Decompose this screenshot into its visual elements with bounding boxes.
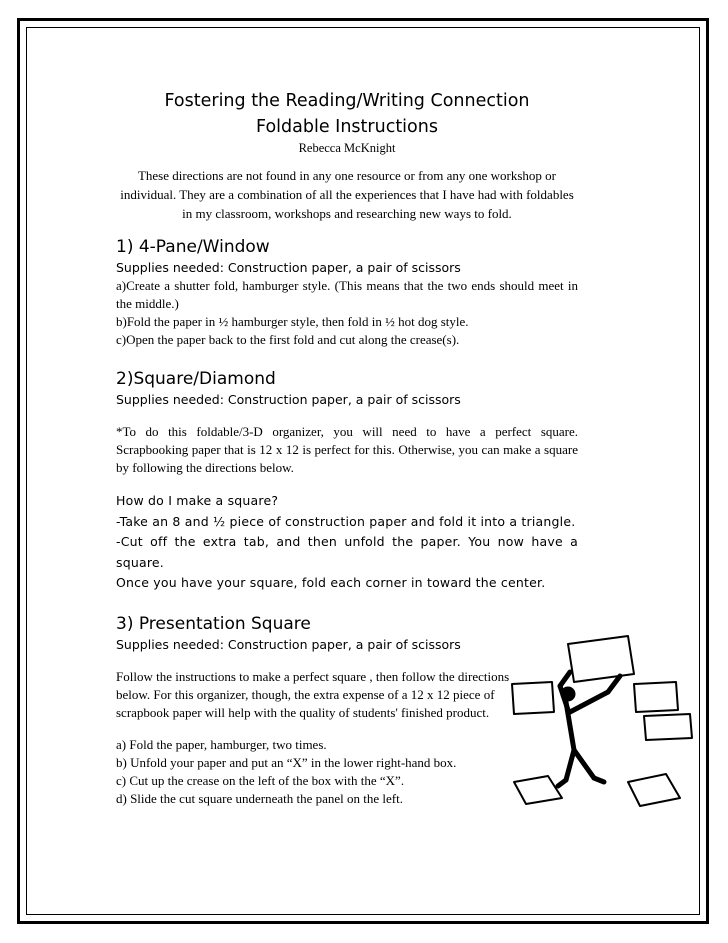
section3-step-d: d) Slide the cut square underneath the panel on the left. (116, 790, 403, 806)
floor-paper-left (514, 776, 562, 804)
floor-paper-right (628, 774, 680, 806)
wall-paper-right-2 (644, 714, 692, 740)
wall-paper-left (512, 682, 554, 714)
section2-question: How do I make a square? (116, 493, 279, 508)
section2-heading: 2)Square/Diamond (116, 369, 276, 389)
section2-step1: -Take an 8 and ½ piece of construction paper and fold it into a triangle. (116, 513, 576, 529)
section3-step-a: a) Fold the paper, hamburger, two times. (116, 736, 327, 752)
title-line2: Foldable Instructions (256, 117, 438, 137)
section2-step2: -Cut off the extra tab, and then unfold the paper. You now have a square. (116, 534, 578, 570)
figure-leg-left (566, 750, 574, 780)
figure-leg-right (574, 750, 594, 778)
section1-step-c: c)Open the paper back to the first fold and cut along the crease(s). (116, 332, 460, 347)
section3-step-c: c) Cut up the crease on the left of the box with the “X”. (116, 772, 405, 788)
author: Rebecca McKnight (298, 141, 396, 155)
wall-paper-right-1 (634, 682, 678, 712)
section2-step3: Once you have your square, fold each corner in toward the center. (116, 575, 546, 590)
section-square-diamond (116, 367, 578, 594)
section1-supplies: Supplies needed: Construction paper, a pair of scissors (116, 260, 461, 275)
section2-note: *To do this foldable/3-D organizer, you will need to have a perfect square. Scrapbooking paper that is 12 x 12 is perfect for this. Otherwise, you can make a square by following the directions below. (116, 424, 578, 475)
section1-step-b: b)Fold the paper in ½ hamburger style, then fold in ½ hot dog style. (116, 314, 469, 329)
section-4-pane-window (116, 235, 578, 349)
section3-supplies: Supplies needed: Construction paper, a pair of scissors (116, 636, 461, 652)
section3-step-b: b) Unfold your paper and put an “X” in the lower right-hand box. (116, 754, 457, 770)
section3-intro: Follow the instructions to make a perfect square , then follow the directions below. For this organizer, though, the extra expense of a 12 x 12 piece of scrapbook paper will help with the quality of students' finished product. (116, 668, 510, 720)
section3-heading: 3) Presentation Square (116, 613, 311, 634)
intro-paragraph: These directions are not found in any one resource or from any one workshop or individual. They are a combination of all the experiences that I have had with foldables in my classroom, workshops and researching new ways to fold. (120, 168, 574, 221)
section1-step-a: a)Create a shutter fold, hamburger style. (This means that the two ends should meet in the middle.) (116, 278, 578, 311)
section1-heading: 1) 4-Pane/Window (116, 237, 270, 257)
stick-figure-holding-papers-icon (508, 632, 698, 812)
held-paper (568, 636, 634, 682)
section2-supplies: Supplies needed: Construction paper, a pair of scissors (116, 392, 461, 407)
title-line1: Fostering the Reading/Writing Connection (164, 91, 530, 111)
figure-arm-right (570, 692, 608, 712)
